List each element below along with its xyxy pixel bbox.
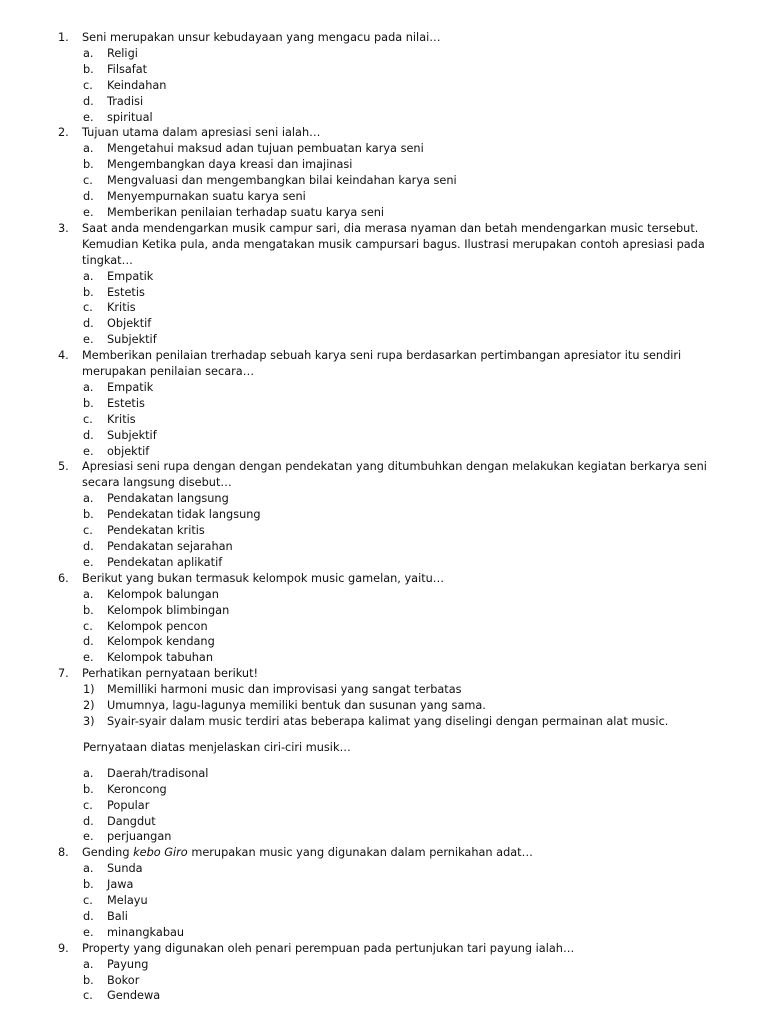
option-text: Estetis bbox=[107, 285, 145, 299]
option bbox=[0, 173, 768, 189]
option bbox=[0, 634, 768, 650]
option-label: a. bbox=[83, 46, 94, 60]
option-text: Keindahan bbox=[107, 78, 167, 92]
option-text: Pendakatan langsung bbox=[107, 492, 229, 506]
question-number: 4. bbox=[58, 349, 69, 363]
option-label: c. bbox=[83, 412, 93, 426]
option-text: perjuangan bbox=[107, 830, 172, 844]
option bbox=[0, 157, 768, 173]
option-label: d. bbox=[83, 190, 94, 204]
option bbox=[0, 110, 768, 126]
option bbox=[0, 62, 768, 78]
option bbox=[0, 587, 768, 603]
option bbox=[0, 269, 768, 285]
option-label: e. bbox=[83, 205, 94, 219]
option-text: Kritis bbox=[107, 412, 136, 426]
option-text: minangkabau bbox=[107, 925, 185, 939]
option-label: c. bbox=[83, 619, 93, 633]
statement-label: 1) bbox=[83, 683, 95, 697]
option bbox=[0, 798, 768, 814]
option-text: Empatik bbox=[107, 269, 154, 283]
question-1 bbox=[0, 30, 768, 46]
option-label: e. bbox=[83, 110, 94, 124]
question-number: 7. bbox=[58, 667, 69, 681]
statement-text: Syair-syair dalam music terdiri atas beberapa kalimat yang diselingi dengan permainan alat music. bbox=[107, 714, 669, 728]
option bbox=[0, 877, 768, 893]
option-text: Kelompok blimbingan bbox=[107, 603, 230, 617]
question-text: Saat anda mendengarkan musik campur sari, dia merasa nyaman dan betah mendengarkan music tersebut. Kemudian Ketika pula, anda mengatakan musik campursari bagus. Ilustrasi merupakan contoh apresiasi pada tingkat… bbox=[82, 221, 705, 267]
option-label: c. bbox=[83, 301, 93, 315]
question-text: Berikut yang bukan termasuk kelompok music gamelan, yaitu… bbox=[82, 571, 445, 585]
option bbox=[0, 491, 768, 507]
option-label: e. bbox=[83, 830, 94, 844]
option-text: Melayu bbox=[107, 894, 148, 908]
option-text: Bali bbox=[107, 909, 128, 923]
option bbox=[0, 444, 768, 460]
option bbox=[0, 78, 768, 94]
option-label: e. bbox=[83, 333, 94, 347]
option-label: a. bbox=[83, 862, 94, 876]
option-text: Kelompok tabuhan bbox=[107, 651, 213, 665]
option-text: Objektif bbox=[107, 317, 152, 331]
option bbox=[0, 332, 768, 348]
option bbox=[0, 814, 768, 830]
option-text: Subjektif bbox=[107, 428, 157, 442]
option bbox=[0, 782, 768, 798]
option-label: c. bbox=[83, 989, 93, 1003]
option-label: b. bbox=[83, 973, 94, 987]
option-label: c. bbox=[83, 174, 93, 188]
question-number: 9. bbox=[58, 941, 69, 955]
option-label: d. bbox=[83, 317, 94, 331]
option bbox=[0, 141, 768, 157]
option bbox=[0, 973, 768, 989]
option bbox=[0, 861, 768, 877]
option bbox=[0, 523, 768, 539]
option-text: Menyempurnakan suatu karya seni bbox=[107, 190, 306, 204]
question-number: 8. bbox=[58, 846, 69, 860]
option-label: b. bbox=[83, 285, 94, 299]
option bbox=[0, 380, 768, 396]
question-3 bbox=[0, 221, 768, 269]
option-text: Kelompok kendang bbox=[107, 635, 215, 649]
option bbox=[0, 189, 768, 205]
option-text: Pendekatan aplikatif bbox=[107, 555, 223, 569]
option-label: d. bbox=[83, 814, 94, 828]
question-text: Perhatikan pernyataan berikut! bbox=[82, 667, 259, 681]
option-text: Popular bbox=[107, 798, 150, 812]
option bbox=[0, 94, 768, 110]
option-text: Sunda bbox=[107, 862, 143, 876]
option-label: b. bbox=[83, 396, 94, 410]
option-label: b. bbox=[83, 782, 94, 796]
option-text: Filsafat bbox=[107, 62, 148, 76]
question-text: Seni merupakan unsur kebudayaan yang mengacu pada nilai… bbox=[82, 31, 441, 44]
option-label: a. bbox=[83, 587, 94, 601]
option bbox=[0, 650, 768, 666]
option-label: e. bbox=[83, 444, 94, 458]
option-text: Pendekatan tidak langsung bbox=[107, 508, 261, 522]
statement bbox=[0, 714, 768, 730]
option-text: Daerah/tradisonal bbox=[107, 766, 209, 780]
option-label: d. bbox=[83, 909, 94, 923]
option bbox=[0, 619, 768, 635]
question-number: 6. bbox=[58, 571, 69, 585]
option-text: objektif bbox=[107, 444, 150, 458]
option-text: Mengembangkan daya kreasi dan imajinasi bbox=[107, 158, 353, 172]
option-text: Keroncong bbox=[107, 782, 167, 796]
option-text: Kelompok balungan bbox=[107, 587, 219, 601]
statement bbox=[0, 698, 768, 714]
option-text: Payung bbox=[107, 957, 149, 971]
question-2 bbox=[0, 125, 768, 141]
option-label: c. bbox=[83, 798, 93, 812]
option bbox=[0, 603, 768, 619]
option-text: Bokor bbox=[107, 973, 140, 987]
option-label: c. bbox=[83, 524, 93, 538]
option-label: a. bbox=[83, 492, 94, 506]
option-text: spiritual bbox=[107, 110, 153, 124]
question-6 bbox=[0, 571, 768, 587]
option bbox=[0, 396, 768, 412]
option-text: Estetis bbox=[107, 396, 145, 410]
option-label: b. bbox=[83, 603, 94, 617]
option-text: Dangdut bbox=[107, 814, 156, 828]
option bbox=[0, 316, 768, 332]
question-number: 1. bbox=[58, 31, 69, 44]
question-text-italic: kebo Giro bbox=[133, 846, 188, 860]
statement-text: Umumnya, lagu-lagunya memiliki bentuk dan susunan yang sama. bbox=[107, 699, 486, 713]
option-text: Subjektif bbox=[107, 333, 157, 347]
option-label: e. bbox=[83, 651, 94, 665]
option bbox=[0, 300, 768, 316]
option-label: d. bbox=[83, 94, 94, 108]
question-number: 2. bbox=[58, 126, 69, 140]
option-label: a. bbox=[83, 142, 94, 156]
option-label: c. bbox=[83, 894, 93, 908]
option-label: b. bbox=[83, 158, 94, 172]
option-text: Pendekatan kritis bbox=[107, 524, 205, 538]
question-text: Property yang digunakan oleh penari perempuan pada pertunjukan tari payung ialah… bbox=[82, 941, 575, 955]
option-text: Tradisi bbox=[107, 94, 144, 108]
statement-label: 3) bbox=[83, 714, 95, 728]
question-text bbox=[82, 845, 768, 861]
option-label: b. bbox=[83, 62, 94, 76]
option bbox=[0, 555, 768, 571]
option bbox=[0, 46, 768, 62]
statement-label: 2) bbox=[83, 699, 95, 713]
option bbox=[0, 285, 768, 301]
option-text: Empatik bbox=[107, 380, 154, 394]
option bbox=[0, 539, 768, 555]
statement-text: Memilliki harmoni music dan improvisasi yang sangat terbatas bbox=[107, 683, 462, 697]
question-8 bbox=[0, 845, 768, 861]
option bbox=[0, 428, 768, 444]
option bbox=[0, 988, 768, 1004]
option-text: Jawa bbox=[107, 878, 134, 892]
option-label: d. bbox=[83, 635, 94, 649]
option-label: c. bbox=[83, 78, 93, 92]
question-text-post: merupakan music yang digunakan dalam pernikahan adat… bbox=[187, 846, 533, 860]
option bbox=[0, 829, 768, 845]
question-document bbox=[0, 30, 768, 1004]
option-label: d. bbox=[83, 540, 94, 553]
option-text: Mengetahui maksud adan tujuan pembuatan karya seni bbox=[107, 142, 424, 156]
option-text: Mengvaluasi dan mengembangkan bilai keindahan karya seni bbox=[107, 174, 457, 188]
question-text: Memberikan penilaian trerhadap sebuah karya seni rupa berdasarkan pertimbangan apresiator itu sendiri merupakan penilaian secara… bbox=[82, 349, 682, 379]
question-text-pre: Gending bbox=[82, 846, 134, 860]
option-label: a. bbox=[83, 766, 94, 780]
option-text: Religi bbox=[107, 46, 138, 60]
question-text: Tujuan utama dalam apresiasi seni ialah… bbox=[82, 126, 321, 140]
question-number: 3. bbox=[58, 221, 69, 235]
option-label: e. bbox=[83, 925, 94, 939]
option-label: a. bbox=[83, 380, 94, 394]
option-text: Kritis bbox=[107, 301, 136, 315]
option bbox=[0, 766, 768, 782]
option-label: e. bbox=[83, 555, 94, 569]
option bbox=[0, 909, 768, 925]
option bbox=[0, 507, 768, 523]
option bbox=[0, 957, 768, 973]
option-label: a. bbox=[83, 957, 94, 971]
option bbox=[0, 925, 768, 941]
question-4 bbox=[0, 348, 768, 380]
option-text: Kelompok pencon bbox=[107, 619, 208, 633]
question-number: 5. bbox=[58, 460, 69, 474]
question-text: Apresiasi seni rupa dengan dengan pendekatan yang ditumbuhkan dengan melakukan kegiatan berkarya seni secara langsung disebut… bbox=[82, 460, 707, 490]
option bbox=[0, 412, 768, 428]
question-5 bbox=[0, 459, 768, 491]
option-label: b. bbox=[83, 878, 94, 892]
option-text: Gendewa bbox=[107, 989, 161, 1003]
question-note: Pernyataan diatas menjelaskan ciri-ciri musik… bbox=[83, 740, 351, 754]
option-text: Pendakatan sejarahan bbox=[107, 540, 233, 553]
question-9 bbox=[0, 941, 768, 957]
option-label: d. bbox=[83, 428, 94, 442]
option bbox=[0, 205, 768, 221]
option-label: a. bbox=[83, 269, 94, 283]
question-7 bbox=[0, 666, 768, 682]
statement bbox=[0, 682, 768, 698]
option-text: Memberikan penilaian terhadap suatu karya seni bbox=[107, 205, 385, 219]
option bbox=[0, 893, 768, 909]
option-label: b. bbox=[83, 508, 94, 522]
